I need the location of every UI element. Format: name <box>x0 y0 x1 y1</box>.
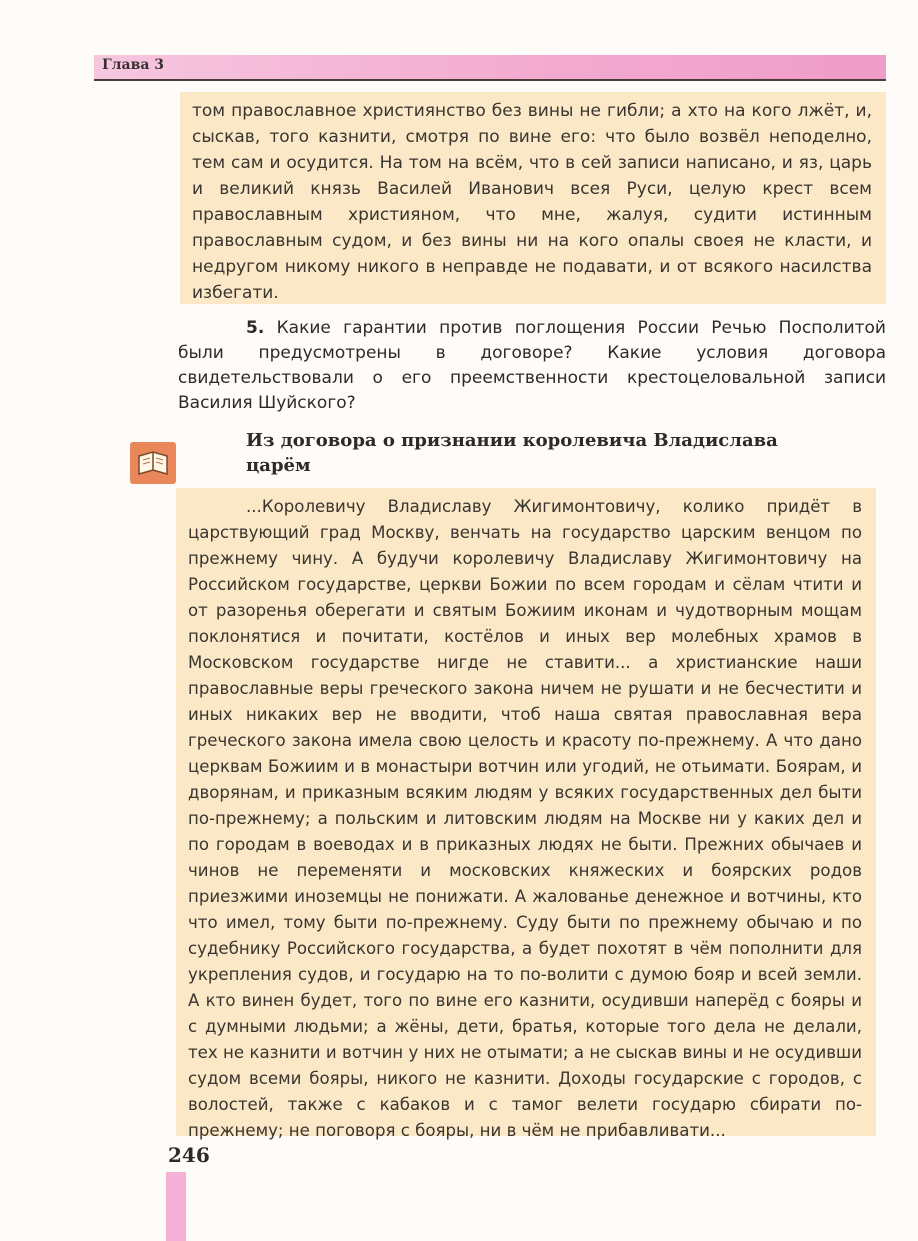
question-text: Какие гарантии против поглощения России Речью Посполитой были предусмотрены в договоре? Какие условия договора свидетельствовали о его преемственности крестоцеловальной записи Василия Шуйского? <box>178 318 886 413</box>
quote-paragraph: том православное християнство без вины не гибли; а хто на кого лжёт, и, сыскав, того казнити, смотря по вине его: что было возвёл неподелно, тем сам и осудится. На том на всём, что в сей записи написано, и яз, царь и великий князь Василей Иванович всея Руси, целую крест всем православным християном, что мне, жалуя, судити истинным православным судом, и без вины ни на кого опалы своея не класти, и недругом никому никого в неправде не подавати, и от всякого насилства избегати. <box>192 101 872 303</box>
document-title: Из договора о признании королевича Владислава царём <box>246 430 778 476</box>
document-quote-box <box>176 488 876 1140</box>
question-number: 5. <box>246 318 265 338</box>
document-paragraph: ...Королевичу Владиславу Жигимонтовичу, колико придёт в царствующий град Москву, венчать на государство царским венцом по прежнему чину. А будучи королевичу Владиславу Жигимонтовичу на Российском государстве, церкви Божии по всем городам и сёлам чтити и от разоренья оберегати и святым Божиим иконам и чудотворным мощам поклонятися и почитати, костёлов и иных вер молебных храмов в Московском государстве нигде не ставити... а христианские наши православные веры греческого закона ничем не рушати и не бесчестити и иных никаких вер не вводити, чтоб наша святая православная вера греческого закона имела свою целость и красоту по-прежнему. А что дано церквам Божиим и в монастыри вотчин или угодий, не отьимати. Боярам, и дворянам, и приказным всяким людям у всяких государственных дел быти по-прежнему; а польским и литовским людям на Москве ни у каких дел и по городам в воеводах и в приказных людях не быти. Прежних обычаев и чинов не переменяти и московских княжеских и боярских родов приезжими иноземцы не понижати. А жалованье денежное и вотчины, кто что имел, тому быти по-прежнему. Суду быти по прежнему обычаю и по судебнику Российского государства, а будет похотят в чём пополнити для укрепления судов, и государю на то по-волити с думою бояр и всей земли. А кто винен будет, того по вине его казнити, осудивши наперёд с бояры и с думными людьми; а жёны, дети, братья, которые того дела не делали, тех не казнити и вотчин у них не отымати; а не сыскав вины и не осудивши судом всеми бояры, никого не казнити. Доходы государские с городов, с волостей, также с кабаков и с тамог велети государю сбирати по-прежнему; не поговоря с бояры, ни в чём не прибавливати... <box>188 497 862 1140</box>
quote-box-continued <box>180 92 886 304</box>
book-icon <box>130 442 176 484</box>
side-strip <box>166 1172 186 1241</box>
page-number: 246 <box>168 1143 210 1167</box>
chapter-header-bar <box>94 55 886 81</box>
chapter-label: Глава 3 <box>102 57 165 73</box>
question-5 <box>178 316 886 416</box>
